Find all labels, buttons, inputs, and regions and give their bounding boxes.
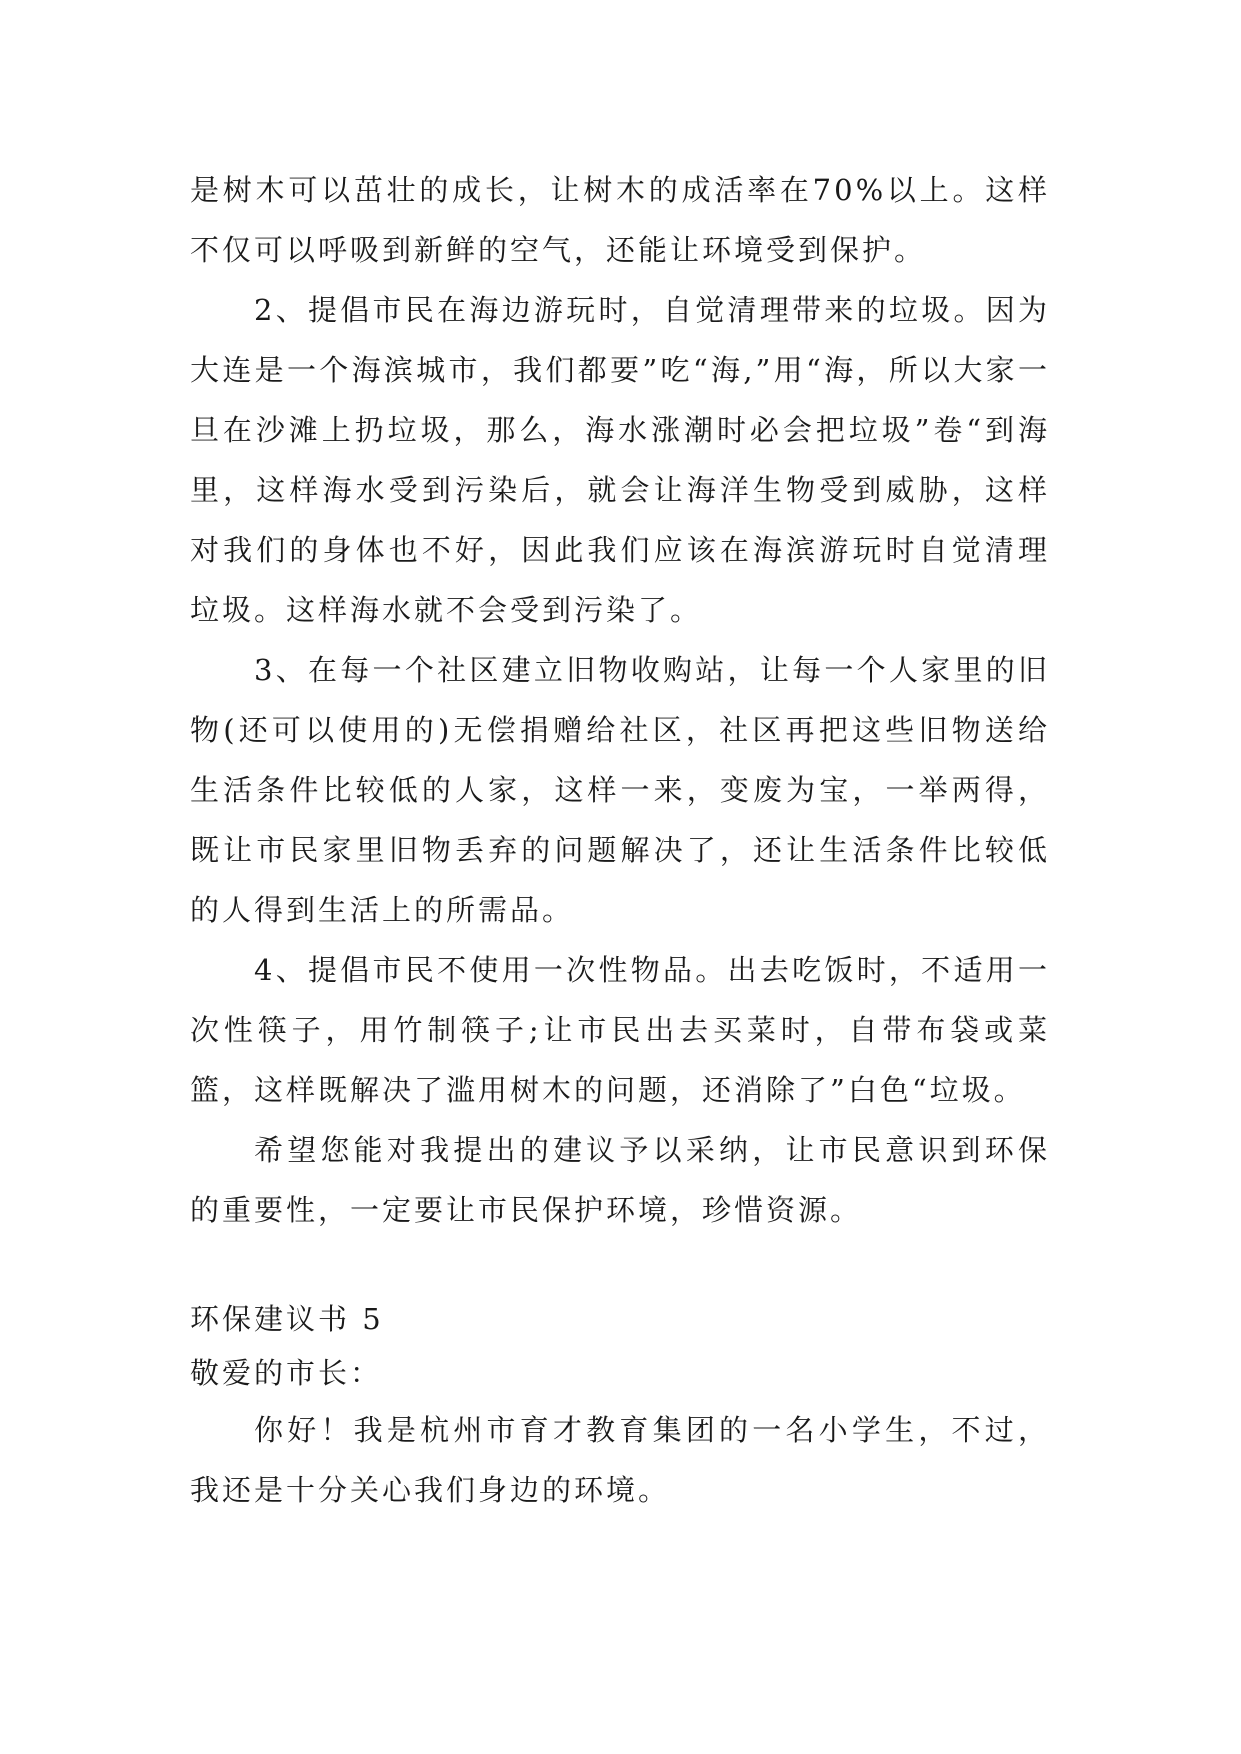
paragraph-opening: 你好！我是杭州市育才教育集团的一名小学生，不过，我还是十分关心我们身边的环境。 <box>190 1413 1050 1507</box>
salutation: 敬爱的市长： <box>190 1356 383 1390</box>
document-body <box>190 160 1050 1520</box>
paragraph-suggestion-2: 2、提倡市民在海边游玩时，自觉清理带来的垃圾。因为大连是一个海滨城市，我们都要”吃“海,”用“海，所以大家一旦在沙滩上扔垃圾，那么，海水涨潮时必会把垃圾”卷“到海里，这样海水受到污染后，就会让海洋生物受到威胁，这样对我们的身体也不好，因此我们应该在海滨游玩时自觉清理垃圾。这样海水就不会受到污染了。 <box>190 293 1050 627</box>
section-title: 环保建议书 5 <box>190 1302 384 1336</box>
paragraph-suggestion-3: 3、在每一个社区建立旧物收购站，让每一个人家里的旧物(还可以使用的)无偿捐赠给社区，社区再把这些旧物送给生活条件比较低的人家，这样一来，变废为宝，一举两得，既让市民家里旧物丢弃的问题解决了，还让生活条件比较低的人得到生活上的所需品。 <box>190 653 1050 927</box>
paragraph-continuation: 是树木可以茁壮的成长，让树木的成活率在70%以上。这样不仅可以呼吸到新鲜的空气，还能让环境受到保护。 <box>190 173 1050 267</box>
paragraph-suggestion-4: 4、提倡市民不使用一次性物品。出去吃饭时，不适用一次性筷子，用竹制筷子;让市民出去买菜时，自带布袋或菜篮，这样既解决了滥用树木的问题，还消除了”白色“垃圾。 <box>190 953 1050 1107</box>
section-spacer <box>190 1240 1050 1292</box>
paragraph-closing: 希望您能对我提出的建议予以采纳，让市民意识到环保的重要性，一定要让市民保护环境，珍惜资源。 <box>190 1133 1050 1227</box>
